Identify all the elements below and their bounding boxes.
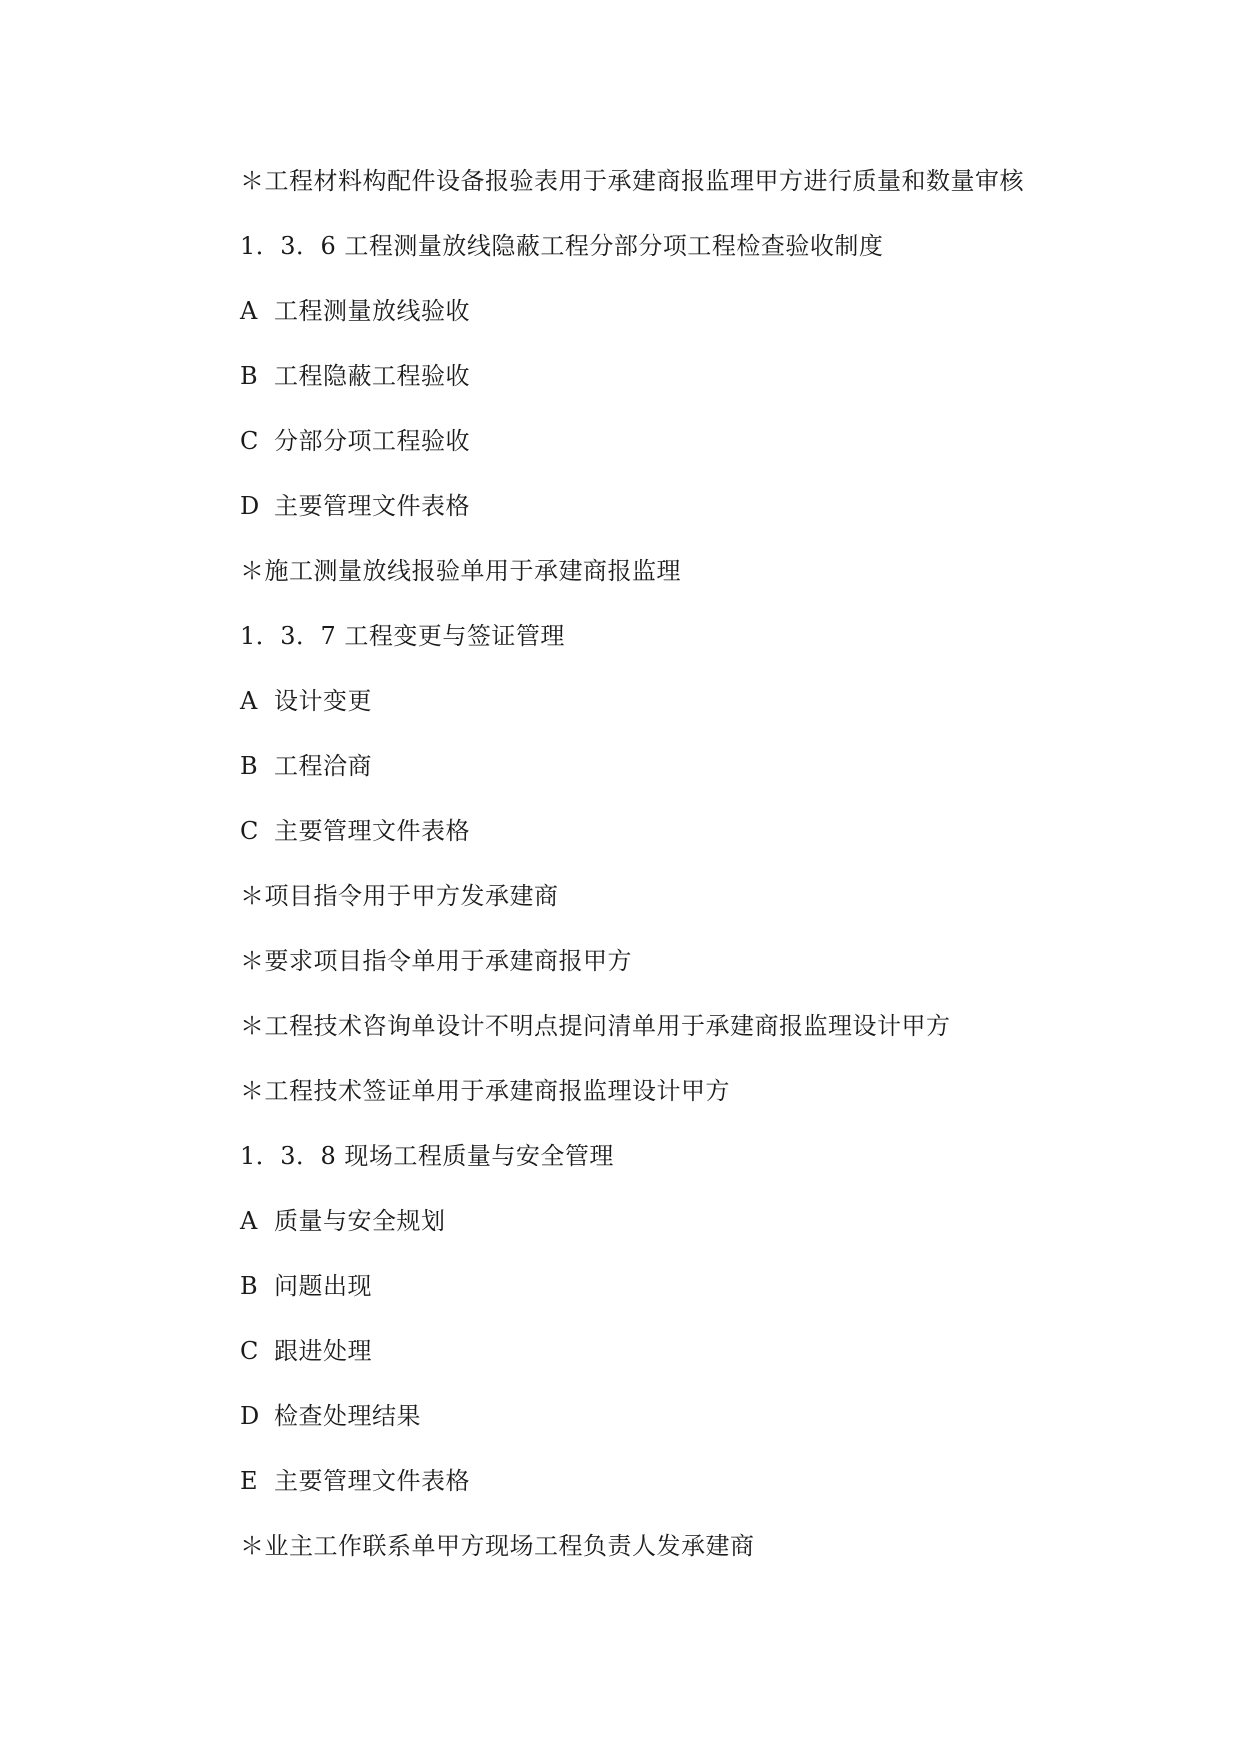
note-line: ＊施工测量放线报验单用于承建商报监理 — [240, 557, 681, 585]
item-text: 问题出现 — [274, 1272, 372, 1300]
list-item — [240, 361, 470, 391]
item-key: D — [240, 492, 260, 520]
item-text: 跟进处理 — [274, 1337, 372, 1365]
list-item — [240, 1336, 372, 1366]
section-heading: 1．3．6 工程测量放线隐蔽工程分部分项工程检查验收制度 — [240, 232, 884, 260]
list-item — [240, 491, 470, 521]
item-key: B — [240, 1272, 259, 1300]
list-item — [240, 816, 470, 846]
item-key: A — [240, 297, 258, 325]
note-line: ＊工程技术签证单用于承建商报监理设计甲方 — [240, 1077, 730, 1105]
item-key: B — [240, 362, 259, 390]
note-line: ＊项目指令用于甲方发承建商 — [240, 882, 559, 910]
list-item — [240, 1271, 372, 1301]
list-item — [240, 686, 372, 716]
item-text: 工程洽商 — [274, 752, 372, 780]
item-key: B — [240, 752, 259, 780]
item-key: C — [240, 817, 259, 845]
item-key: D — [240, 1402, 260, 1430]
item-key: A — [240, 687, 258, 715]
note-line: ＊要求项目指令单用于承建商报甲方 — [240, 947, 632, 975]
item-key: E — [240, 1467, 259, 1495]
list-item — [240, 751, 372, 781]
item-text: 工程测量放线验收 — [274, 297, 470, 325]
item-text: 检查处理结果 — [274, 1402, 421, 1430]
item-text: 分部分项工程验收 — [274, 427, 470, 455]
item-key: C — [240, 427, 259, 455]
item-text: 质量与安全规划 — [274, 1207, 446, 1235]
section-heading: 1．3．7 工程变更与签证管理 — [240, 622, 565, 650]
item-text: 设计变更 — [274, 687, 372, 715]
item-text: 工程隐蔽工程验收 — [274, 362, 470, 390]
note-line: ＊业主工作联系单甲方现场工程负责人发承建商 — [240, 1532, 755, 1560]
section-heading: 1．3．8 现场工程质量与安全管理 — [240, 1142, 614, 1170]
item-key: A — [240, 1207, 258, 1235]
note-line: ＊工程材料构配件设备报验表用于承建商报监理甲方进行质量和数量审核 — [240, 167, 1024, 195]
item-text: 主要管理文件表格 — [274, 492, 470, 520]
list-item — [240, 1466, 470, 1496]
note-line: ＊工程技术咨询单设计不明点提问清单用于承建商报监理设计甲方 — [240, 1012, 951, 1040]
list-item — [240, 426, 470, 456]
item-key: C — [240, 1337, 259, 1365]
list-item — [240, 296, 470, 326]
item-text: 主要管理文件表格 — [274, 1467, 470, 1495]
item-text: 主要管理文件表格 — [274, 817, 470, 845]
list-item — [240, 1401, 421, 1431]
list-item — [240, 1206, 446, 1236]
